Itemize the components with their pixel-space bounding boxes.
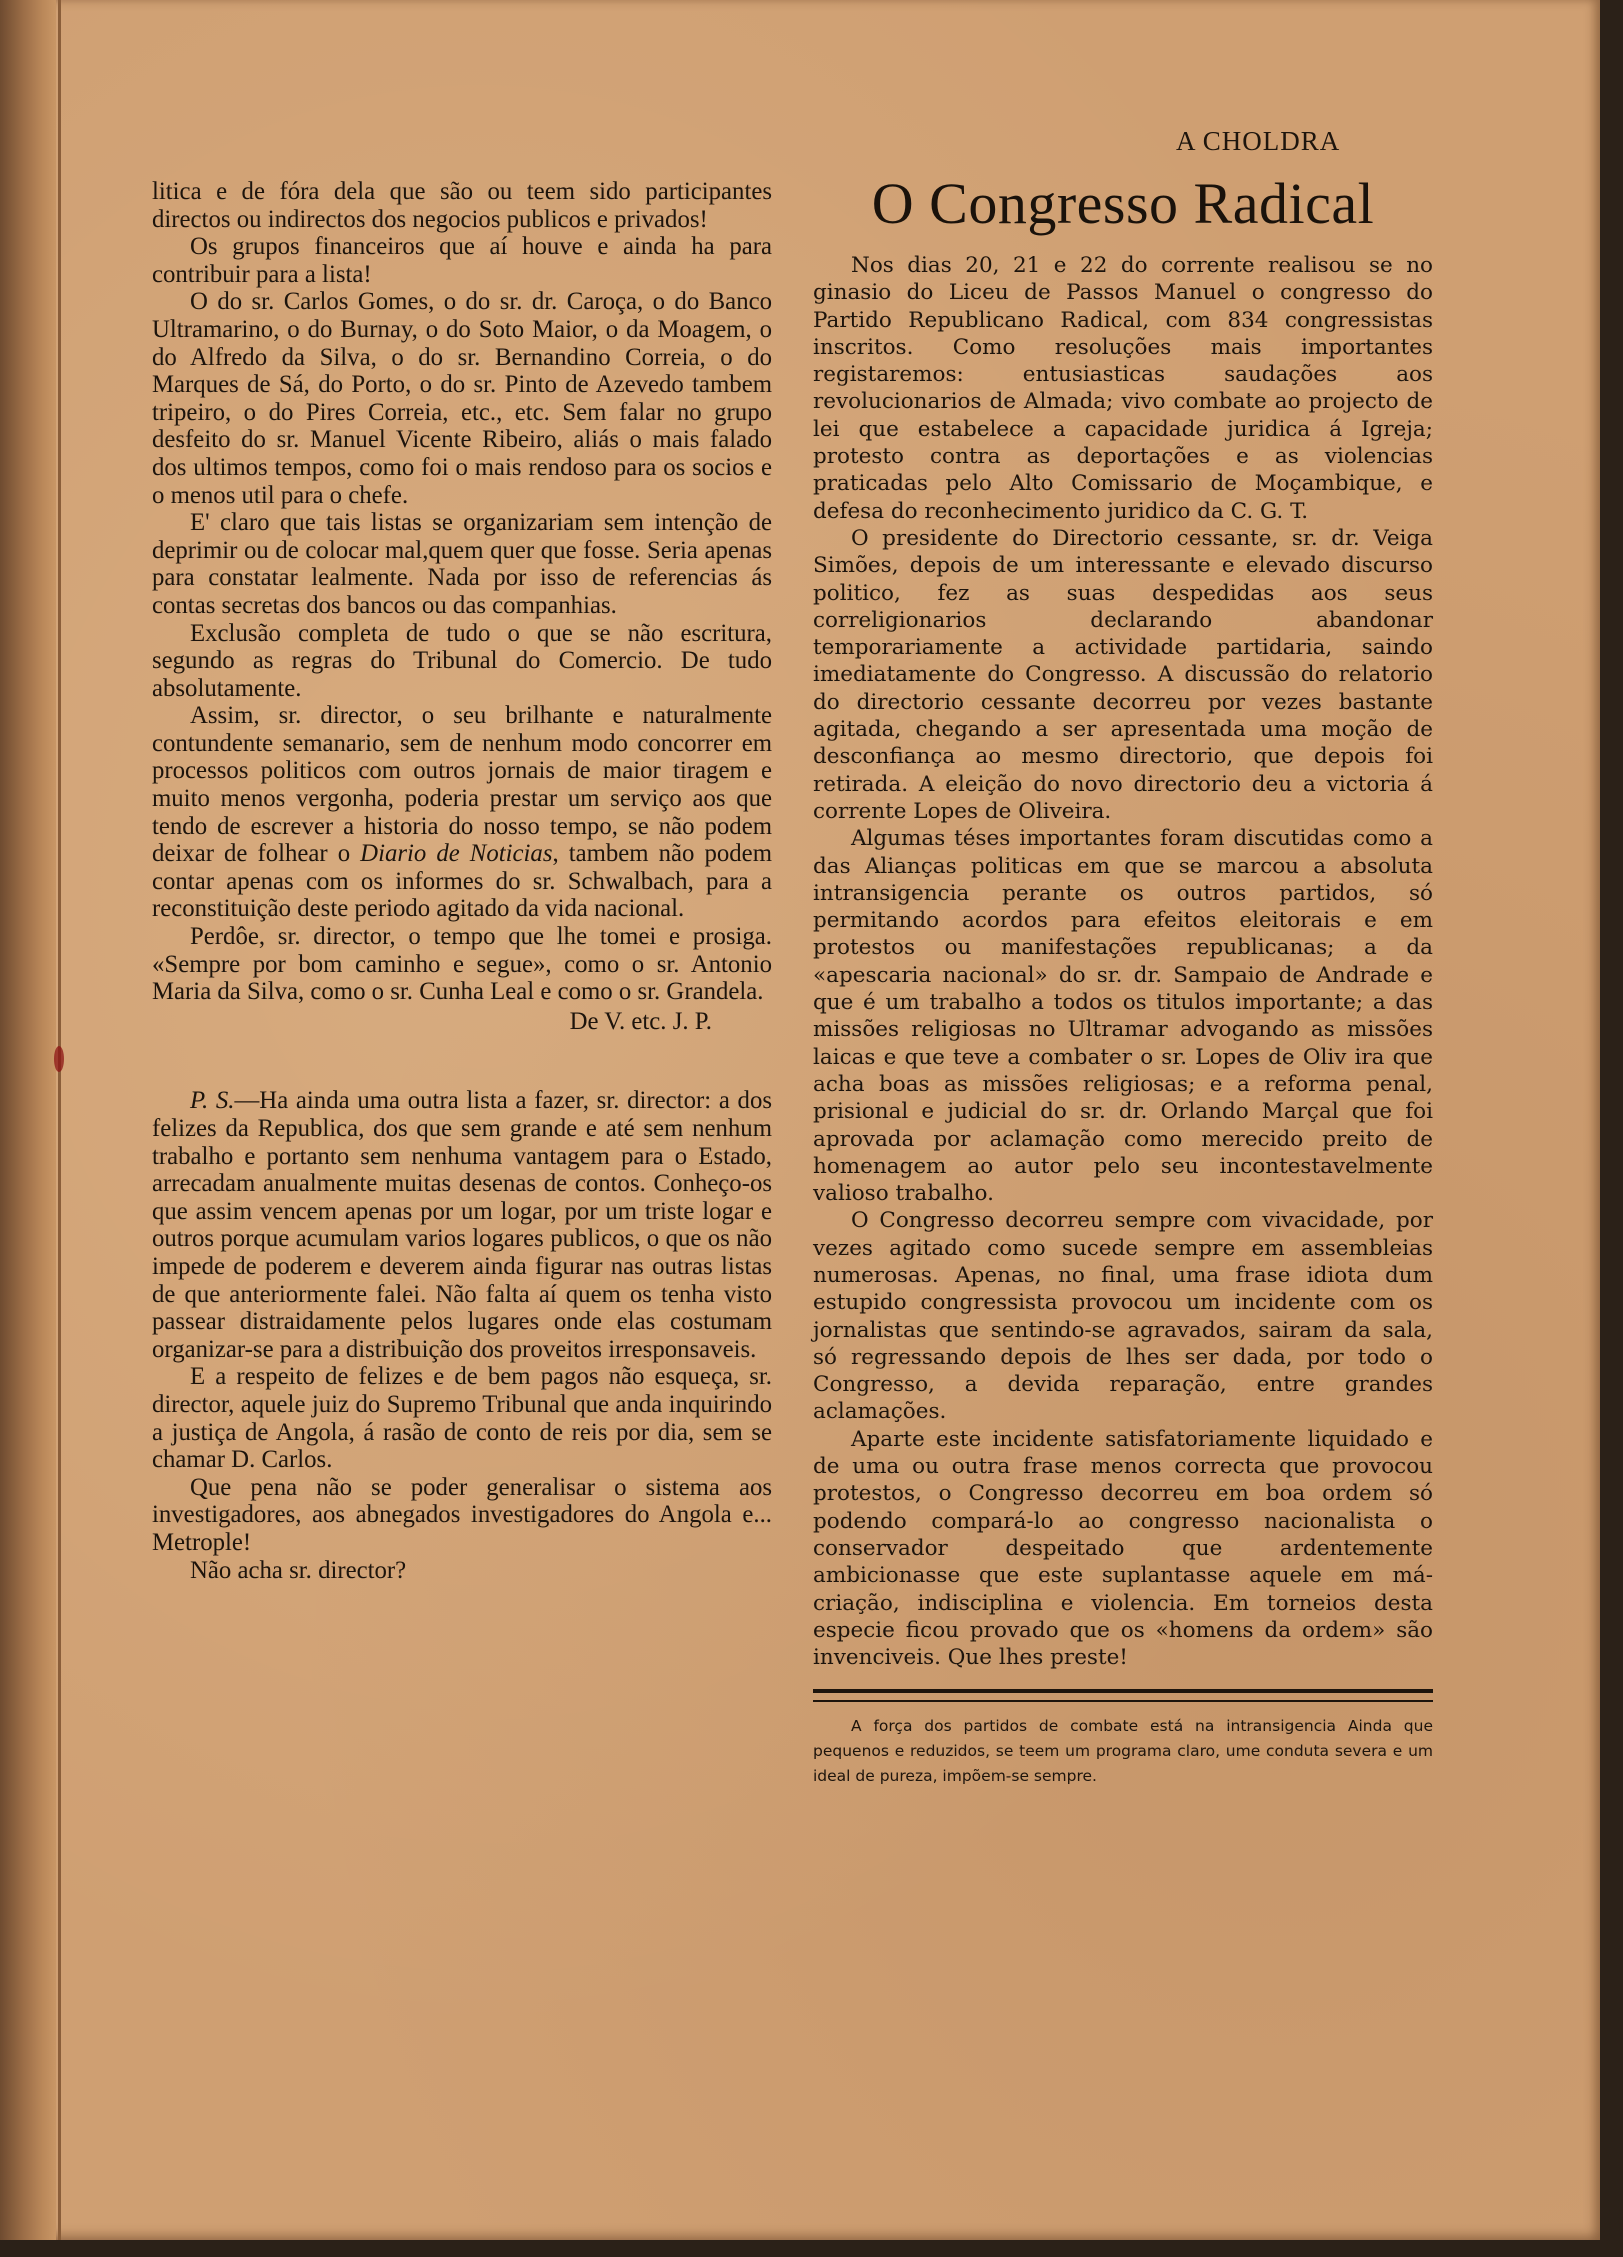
postscript-label: P. S. bbox=[190, 1087, 235, 1115]
right-paragraph-2: O presidente do Directorio cessante, sr. dr. Veiga Simões, depois de um interessante e elevado discurso politico, fez as suas despedidas aos seus correligionarios declarando abandonar temporariamente a actividade partidaria, saindo imediatamente do Congresso. A discussão do relatorio do directorio cessante decorreu por vezes bastante agitada, chegando a ser apresentada uma moção de desconfiança ao mesmo directorio, que depois foi retirada. A eleição do novo directorio deu a victoria á corrente Lopes de Oliveira. bbox=[813, 525, 1433, 824]
left-paragraph-2: Os grupos financeiros que aí houve e ainda ha para contribuir para a lista! bbox=[152, 233, 772, 288]
postscript-paragraph-2: E a respeito de felizes e de bem pagos não esqueça, sr. director, aquele juiz do Supremo Tribunal que anda inquirindo a justiça de Angola, á rasão de conto de reis por dia, sem se chamar D. Carlos. bbox=[152, 1363, 772, 1474]
boxed-note: A força dos partidos de combate está na intransigencia Ainda que pequenos e reduzidos, se teem um programa claro, ume conduta severa e um ideal de pureza, impõem-se sempre. bbox=[813, 1717, 1433, 1786]
assim-newspaper-title: Diario de Noticias bbox=[360, 840, 553, 868]
left-paragraph-1: litica e de fóra dela que são ou teem sido participantes directos ou indirectos dos negocios publicos e privados! bbox=[152, 178, 772, 233]
postscript-paragraph-4: Não acha sr. director? bbox=[190, 1556, 407, 1584]
running-head: A CHOLDRA bbox=[1176, 126, 1341, 156]
postscript-text: —Ha ainda uma outra lista a fazer, sr. director: a dos felizes da Republica, dos que sem grande e até sem nenhum trabalho e portanto sem nenhuma vantagem para o Estado, arrecadam anualmente muitas desenas de contos. Conheço-os que assim vencem apenas por um logar, por um triste logar e outros porque acumulam varios logares publicos, o que os não impede de poderem e deverem ainda figurar nas outras listas de que anteriormente falei. Não falta aí quem os tenha visto passear distraidamente pelos lugares onde elas costumam organizar-se para a distribuição dos proveitos irresponsaveis. bbox=[152, 1087, 773, 1363]
assim-text-start: Assim, sr. director, o seu brilhante e naturalmente contundente semanario, sem de nenhum modo concorrer em processos politicos com outros jornais de maior tiragem e muito menos vergonha, poderia prestar um serviço aos que tendo de escrever a historia do nosso tempo, se não podem deixar de folhear o bbox=[152, 702, 772, 868]
assim-text-end: , tambem não podem contar apenas com os informes do sr. Schwalbach, para a reconstituição deste periodo agitado da vida nacional. bbox=[152, 840, 772, 923]
right-paragraph-1: Nos dias 20, 21 e 22 do corrente realisou se no ginasio do Liceu de Passos Manuel o congresso do Partido Republicano Radical, com 834 congressistas inscritos. Como resoluções mais importantes registaremos: entusiasticas saudações aos revolucionarios de Almada; vivo combate ao projecto de lei que estabelece a capacidade juridica á Igreja; protesto contra as deportações e as violencias praticadas pelo Alto Comissario de Moçambique, e defesa do reconhecimento juridico da C. G. T. bbox=[813, 253, 1433, 524]
left-paragraph-assim bbox=[152, 702, 772, 923]
left-paragraph-5: Exclusão completa de tudo o que se não escritura, segundo as regras do Tribunal do Comercio. De tudo absolutamente. bbox=[152, 619, 772, 702]
double-rule-divider bbox=[813, 1689, 1433, 1702]
postscript-paragraph bbox=[152, 1087, 772, 1363]
right-paragraph-5: Aparte este incidente satisfatoriamente liquidado e de uma ou outra frase menos correcta que provocou protestos, o Congresso decorreu em boa ordem só podendo compará-lo ao congresso nacionalista o conservador despeitado que ardentemente ambicionasse que este suplantasse aquele em má-criação, indisciplina e violencia. Em torneios desta especie ficou provado que os «homens da ordem» são invenciveis. Que lhes preste! bbox=[813, 1426, 1433, 1671]
ps-spacer bbox=[152, 1035, 772, 1087]
left-paragraph-4: E' claro que tais listas se organizariam sem intenção de deprimir ou de colocar mal,quem quer que fosse. Seria apenas para constatar lealmente. Nada por isso de referencias ás contas secretas dos bancos ou das companhias. bbox=[152, 509, 772, 619]
right-paragraph-4: O Congresso decorreu sempre com vivacidade, por vezes agitado como sucede sempre em assembleias numerosas. Apenas, no final, uma frase idiota dum estupido congressista provocou um incidente com os jornalistas que sentindo-se agravados, sairam da sala, só regressando depois de lhes ser dada, por todo o Congresso, a devida reparação, entre grandes aclamações. bbox=[813, 1208, 1433, 1425]
page-spine bbox=[0, 0, 56, 2240]
left-paragraph-6: Perdôe, sr. director, o tempo que lhe tomei e prosiga. «Sempre por bom caminho e segue», como o sr. Antonio Maria da Silva, como o sr. Cunha Leal e como o sr. Grandela. bbox=[152, 923, 772, 1006]
left-column bbox=[152, 178, 772, 1584]
letter-signature: De V. etc. J. P. bbox=[569, 1007, 712, 1035]
red-ink-mark bbox=[54, 1046, 64, 1072]
article-headline: O Congresso Radical bbox=[871, 171, 1375, 236]
left-paragraph-3: O do sr. Carlos Gomes, o do sr. dr. Caroça, o do Banco Ultramarino, o do Burnay, o do Soto Maior, o da Moagem, o do Alfredo da Silva, o do sr. Bernandino Correia, o do Marques de Sá, do Porto, o do sr. Pinto de Azevedo tambem tripeiro, o do Pires Correia, etc., etc. Sem falar no grupo desfeito do sr. Manuel Vicente Ribeiro, aliás o mais falado dos ultimos tempos, como foi o mais rendoso para os socios e o menos util para o chefe. bbox=[152, 288, 772, 509]
right-paragraph-3: Algumas téses importantes foram discutidas como a das Alianças politicas em que se marcou a absoluta intransigencia perante os outros partidos, só permitando acordos para efeitos eleitorais e em protestos ou manifestações republicanas; a da «apescaria nacional» do sr. dr. Sampaio de Andrade e que é um trabalho a todos os titulos importante; a das missões religiosas no Ultramar advogando as missões laicas e que teve a combater o sr. Lopes de Oliv ira que acha boas as missões religiosas; e a reforma penal, prisional e judicial do sr. dr. Orlando Marçal que foi aprovada por aclamação como merecido preito de homenagem ao autor pelo seu incontestavelmente valioso trabalho. bbox=[813, 826, 1433, 1207]
postscript-paragraph-3: Que pena não se poder generalisar o sistema aos investigadores, aos abnegados investigadores do Angola e... Metrople! bbox=[152, 1473, 772, 1556]
right-column bbox=[813, 172, 1433, 1789]
spine-edge bbox=[58, 0, 61, 2240]
